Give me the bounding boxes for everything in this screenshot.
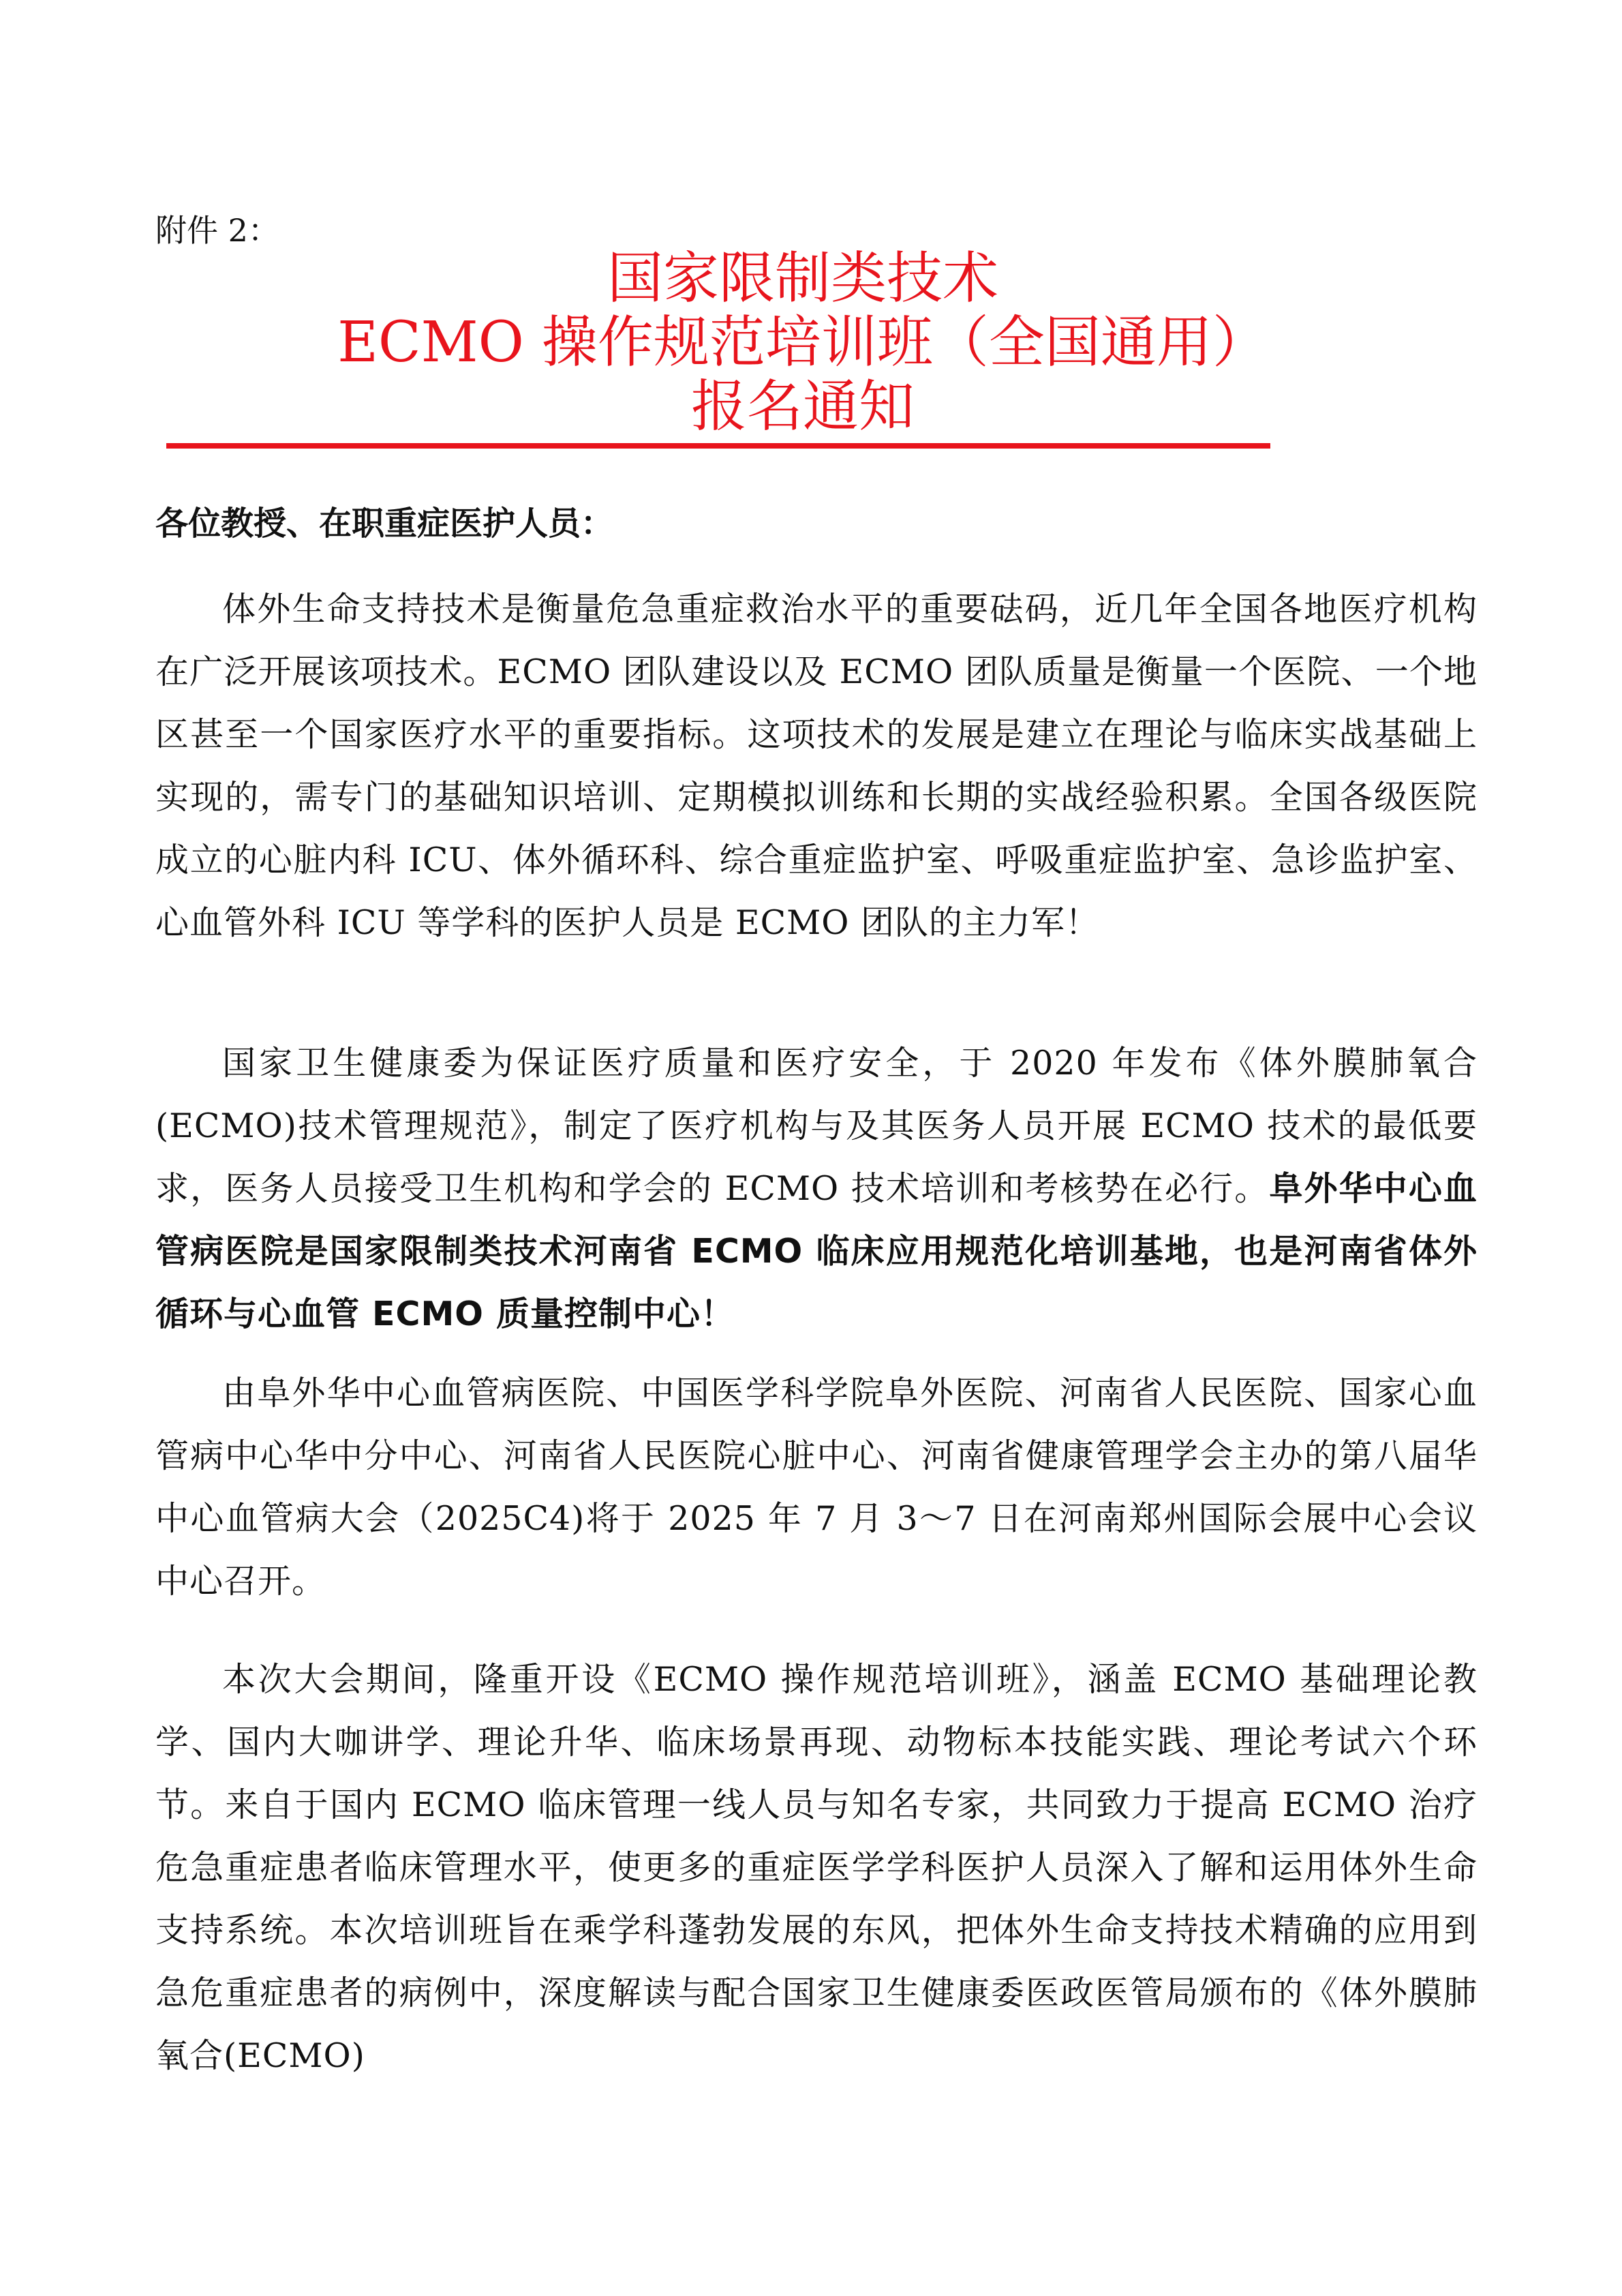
paragraph-training: 本次大会期间，隆重开设《ECMO 操作规范培训班》，涵盖 ECMO 基础理论教学、国内大咖讲学、理论升华、临床场景再现、动物标本技能实践、理论考试六个环节。来自于国内 ECMO 临床管理一线人员与知名专家，共同致力于提高 ECMO 治疗危急重症患者临床管理水平，使更多的重症医学学科医护人员深入了解和运用体外生命支持系统。本次培训班旨在乘学科蓬勃发展的东风，把体外生命支持技术精确的应用到急危重症患者的病例中，深度解读与配合国家卫生健康委医政医管局颁布的《体外膜肺氧合(ECMO): [155, 1660, 1478, 2075]
title-divider: [166, 443, 1270, 449]
attachment-label: 附件 2：: [155, 212, 279, 249]
paragraph-regulation: [155, 1032, 1478, 1346]
paragraph-regulation-text: 国家卫生健康委为保证医疗质量和医疗安全，于 2020 年发布《体外膜肺氧合(ECMO)技术管理规范》，制定了医疗机构与及其医务人员开展 ECMO 技术的最低要求，医务人员接受卫生机构和学会的 ECMO 技术培训和考核势在必行。: [155, 1044, 1478, 1208]
paragraph-intro: 体外生命支持技术是衡量危急重症救治水平的重要砝码，近几年全国各地医疗机构在广泛开展该项技术。ECMO 团队建设以及 ECMO 团队质量是衡量一个医院、一个地区甚至一个国家医疗水平的重要指标。这项技术的发展是建立在理论与临床实战基础上实现的，需专门的基础知识培训、定期模拟训练和长期的实战经验积累。全国各级医院成立的心脏内科 ICU、体外循环科、综合重症监护室、呼吸重症监护室、急诊监护室、心血管外科 ICU 等学科的医护人员是 ECMO 团队的主力军！: [155, 590, 1478, 942]
salutation: 各位教授、在职重症医护人员：: [155, 504, 614, 543]
title-line-3: 报名通知: [690, 374, 915, 439]
notice-title: [155, 247, 1450, 439]
title-line-1: 国家限制类技术: [607, 246, 998, 311]
paragraph-conference: 由阜外华中心血管病医院、中国医学科学院阜外医院、河南省人民医院、国家心血管病中心华中分中心、河南省人民医院心脏中心、河南省健康管理学会主办的第八届华中心血管病大会（2025C4)将于 2025 年 7 月 3～7 日在河南郑州国际会展中心会议中心召开。: [155, 1374, 1478, 1601]
title-line-2: ECMO 操作规范培训班（全国通用）: [337, 310, 1268, 375]
paragraph-regulation-highlight: 阜外华中心血管病医院是国家限制类技术河南省 ECMO 临床应用规范化培训基地，也是河南省体外循环与心血管 ECMO 质量控制中心！: [155, 1169, 1478, 1333]
